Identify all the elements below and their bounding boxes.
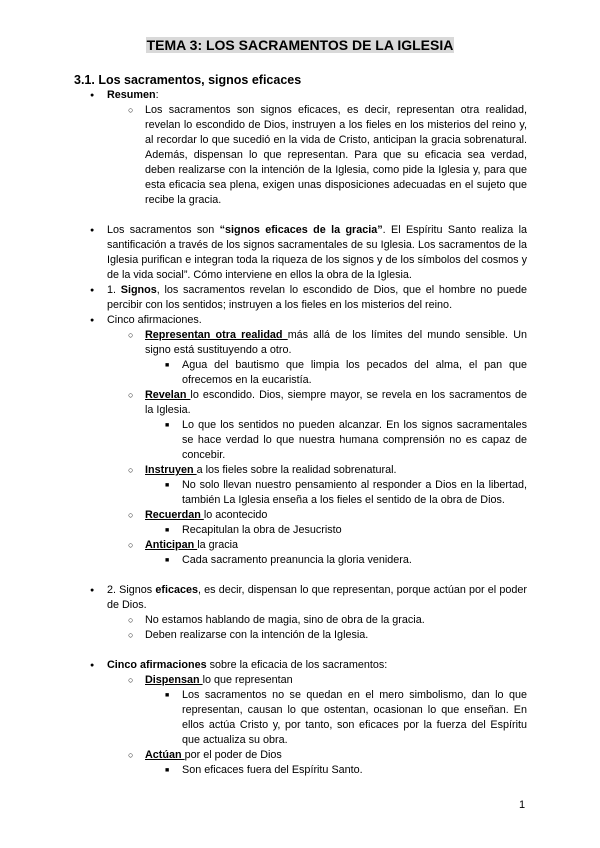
page-number: 1 xyxy=(519,799,526,811)
eficacia-subitem: ■ Los sacramentos no se quedan en el mero simbolismo, dan lo que representan, causan lo que ostentan, ocasionan lo que enseñan. En ellos actúa Cristo y, por tanto, son eficaces por la fuerza del Espíritu que actualiza su obra. xyxy=(182,688,527,748)
resumen-bullet xyxy=(107,88,527,103)
page-title-text: TEMA 3: LOS SACRAMENTOS DE LA IGLESIA xyxy=(146,37,454,53)
eficacia-keyword: Dispensan xyxy=(145,674,203,686)
document-body xyxy=(0,88,600,778)
afirmacion-text: lo acontecido xyxy=(203,509,268,521)
resumen-colon: : xyxy=(155,89,159,101)
eficacia-item xyxy=(145,673,527,688)
afirmacion-subitem: ■ No solo llevan nuestro pensamiento al responder a Dios en la libertad, también La Iglesia enseña a los fieles el sentido de la obra de Dios. xyxy=(182,478,527,508)
resumen-label: Resumen xyxy=(107,89,156,101)
section-heading: 3.1. Los sacramentos, signos eficaces xyxy=(74,73,302,87)
afirmacion-keyword: Recuerdan xyxy=(145,509,204,521)
afirmacion-item xyxy=(145,328,527,358)
eficaces-bold: eficaces xyxy=(155,584,198,596)
cinco-eficacia-bullet xyxy=(107,658,527,673)
eficacia-item xyxy=(145,748,527,763)
eficacia-text: lo que representan xyxy=(202,674,293,686)
cinco-eficacia-post: sobre la eficacia de los sacramentos: xyxy=(206,659,388,671)
signos-eficaces-post: . El Espíritu Santo realiza la santificación a través de los signos sacramentales de su Iglesia. Los sacramentos de la Iglesia purifican e integran toda la riqueza de los signos y de los símbolos del cosmos y de la vida social”. Cómo interviene en ellos la obra de la Iglesia. xyxy=(107,224,527,281)
resumen-text: ○ Los sacramentos son signos eficaces, es decir, representan otra realidad, revelan lo escondido de Dios, instruyen a los fieles en los misterios del reino y, al recordar lo que sucedió en la vida de Cristo, anticipan la gracia sobrenatural. Además, dispensan lo que representan. Para que su eficacia sea verdad, deben realizarse con la intención de la Iglesia, como pide la Iglesia y, para que esta eficacia sea plena, exigen unas disposiciones adecuadas en el sujeto que recibe la gracia. xyxy=(145,103,527,208)
afirmacion-text: más allá de los límites del mundo sensible. Un signo está sustituyendo a otro. xyxy=(145,329,527,356)
signos-bullet xyxy=(107,283,527,313)
afirmacion-item xyxy=(145,508,527,523)
afirmacion-text: a los fieles sobre la realidad sobrenatural. xyxy=(196,464,397,476)
afirmacion-text: lo escondido. Dios, siempre mayor, se revela en los sacramentos de la Iglesia. xyxy=(145,389,527,416)
eficacia-keyword: Actúan xyxy=(145,749,185,761)
eficaces-pre: 2. Signos xyxy=(107,584,156,596)
eficaces-post: , es decir, dispensan lo que representan, porque actúan por el poder de Dios. xyxy=(107,584,527,611)
cinco-eficacia-bold: Cinco afirmaciones xyxy=(107,659,207,671)
afirmacion-subitem: ■ Agua del bautismo que limpia los pecados del alma, el pan que ofrecemos en la eucaristía. xyxy=(182,358,527,388)
afirmacion-text: la gracia xyxy=(197,539,238,551)
signos-pre: 1. xyxy=(107,284,121,296)
signos-bold: Signos xyxy=(120,284,157,296)
eficaces-bullet xyxy=(107,583,527,613)
afirmacion-keyword: Instruyen xyxy=(145,464,197,476)
signos-post: , los sacramentos revelan lo escondido de Dios, que el hombre no puede percibir con los sentidos; instruyen a los fieles en los misterios del reino. xyxy=(107,284,527,311)
eficacia-text: por el poder de Dios xyxy=(184,749,282,761)
afirmacion-item xyxy=(145,388,527,418)
signos-eficaces-bullet xyxy=(107,223,527,283)
signos-eficaces-pre: Los sacramentos son xyxy=(107,224,220,236)
afirmacion-subitem: ■ Recapitulan la obra de Jesucristo xyxy=(182,523,527,538)
page-title xyxy=(0,36,600,54)
eficaces-subitem: ○ Deben realizarse con la intención de la Iglesia. xyxy=(145,628,527,643)
afirmacion-keyword: Revelan xyxy=(145,389,191,401)
afirmacion-item xyxy=(145,463,527,478)
afirmacion-item xyxy=(145,538,527,553)
afirmacion-subitem: ■ Lo que los sentidos no pueden alcanzar. En los signos sacramentales se hace verdad lo que nuestra humana comprensión no es capaz de concebir. xyxy=(182,418,527,463)
eficacia-subitem: ■ Son eficaces fuera del Espíritu Santo. xyxy=(182,763,527,778)
signos-eficaces-bold: “signos eficaces de la gracia” xyxy=(219,224,383,236)
afirmacion-keyword: Representan otra realidad xyxy=(145,329,288,341)
eficaces-subitem: ○ No estamos hablando de magia, sino de obra de la gracia. xyxy=(145,613,527,628)
afirmacion-subitem: ■ Cada sacramento preanuncia la gloria venidera. xyxy=(182,553,527,568)
afirmacion-keyword: Anticipan xyxy=(145,539,198,551)
cinco-afirmaciones-bullet: ● Cinco afirmaciones. xyxy=(107,313,527,328)
